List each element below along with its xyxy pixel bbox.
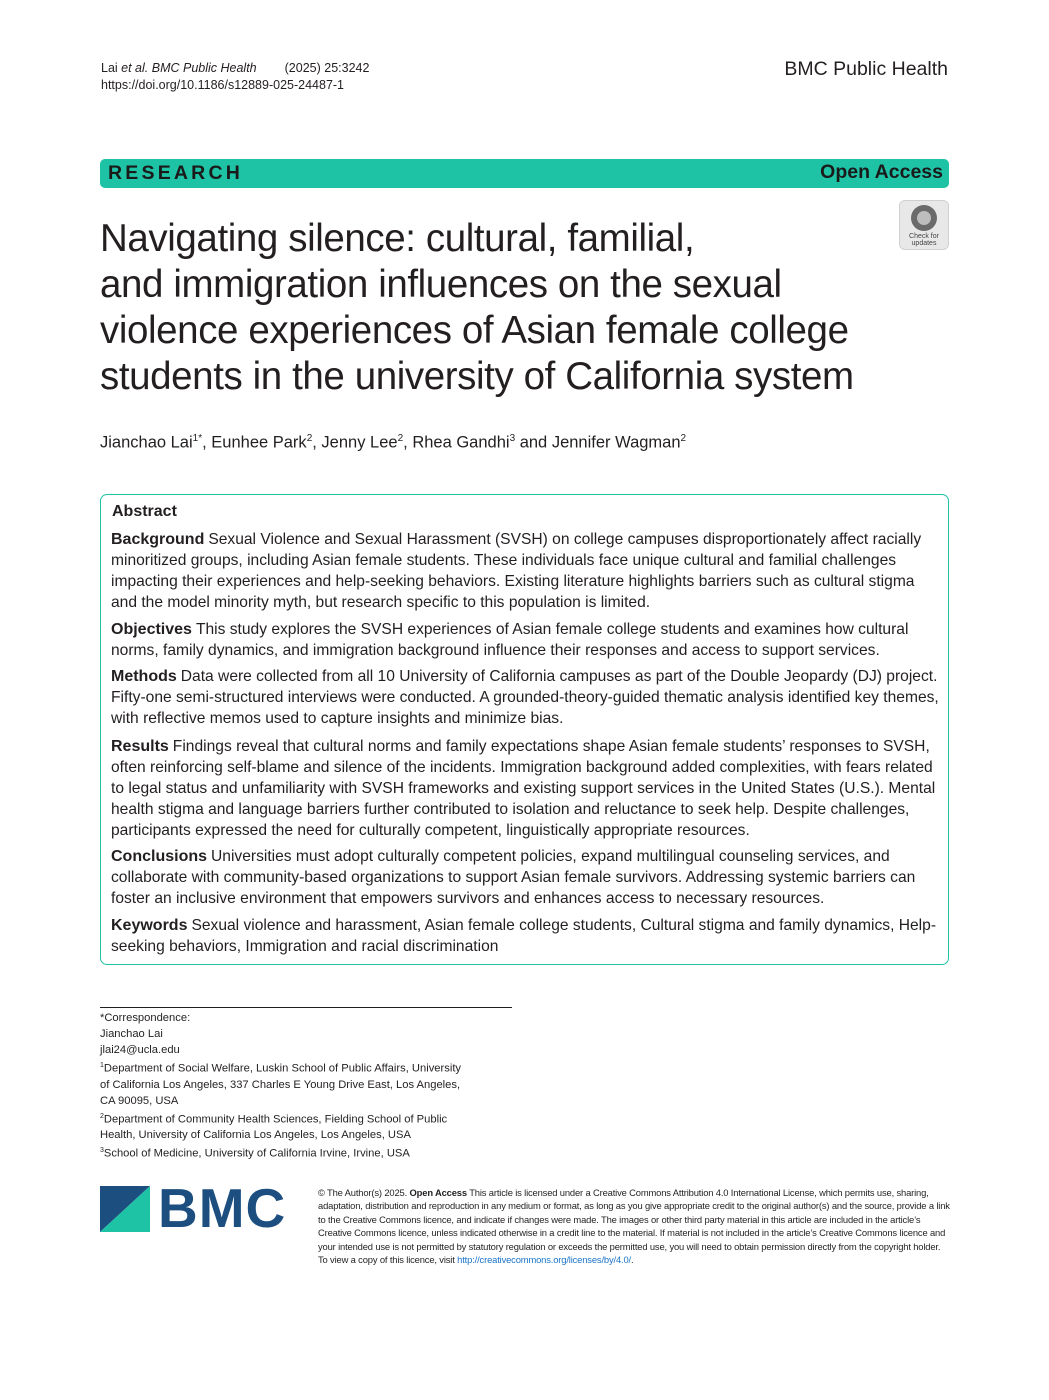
affiliation-1: $^1$Department of Social Welfare, Luskin School of Public Affairs, University xyxy=(100,1062,462,1075)
affiliation-3: $^3$School of Medicine, University of California Irvine, Irvine, USA xyxy=(100,1147,410,1161)
abstract-objectives xyxy=(111,619,939,661)
check-for-updates-badge[interactable] xyxy=(899,200,949,250)
title-line: violence experiences of Asian female college xyxy=(100,309,849,352)
citation-authors: Lai xyxy=(101,61,122,75)
bmc-logo-text: BMC xyxy=(158,1177,287,1239)
author-affiliation: 2 xyxy=(306,433,313,444)
author-name: Eunhee Park xyxy=(211,433,307,452)
bmc-logo-mark-icon xyxy=(100,1186,150,1232)
journal-name: BMC Public Health xyxy=(784,58,948,80)
section-label: Objectives xyxy=(111,621,192,638)
section-text: Data were collected from all 10 University of California campuses as part of the Double Jeopardy (DJ) project. Fifty-one semi-structured interviews were conducted. A grounded-theory-guided thematic analysis identified key themes, with reflective memos used to capture insights and minimize bias. xyxy=(111,668,939,727)
section-label: Methods xyxy=(111,668,177,685)
author-affiliation: 2 xyxy=(397,433,404,444)
correspondence-name: Jianchao Lai xyxy=(100,1028,163,1040)
doi-link[interactable]: https://doi.org/10.1186/s12889-025-24487-1 xyxy=(101,78,345,92)
citation-journal: et al. BMC Public Health xyxy=(121,61,257,75)
section-text: Findings reveal that cultural norms and family expectations shape Asian female students’ responses to SVSH, often reinforcing self-blame and silence of the incidents. Immigration background added complexities, with fears related to legal status and unfamiliarity with SVSH frameworks and existing support services in the United States (U.S.). Mental health stigma and language barriers further contributed to isolation and reluctance to seek help. Despite challenges, participants expressed the need for culturally competent, linguistically appropriate resources. xyxy=(111,738,936,839)
correspondence-email[interactable]: jlai24@ucla.edu xyxy=(100,1044,180,1056)
article-type: RESEARCH xyxy=(108,162,244,184)
section-text: Sexual Violence and Sexual Harassment (SVSH) on college campuses disproportionately affect racially minoritized groups, including Asian female students. These individuals face unique cultural and familial challenges impacting their experiences and help-seeking behaviors. Existing literature highlights barriers such as cultural stigma and the model minority myth, but research specific to this population is limited. xyxy=(111,531,922,611)
affiliation-1-cont: of California Los Angeles, 337 Charles E Young Drive East, Los Angeles, xyxy=(100,1078,461,1091)
author-name: Jenny Lee xyxy=(321,433,398,452)
section-label: Results xyxy=(111,738,169,755)
title-line: students in the university of California system xyxy=(100,355,854,398)
citation-volume: (2025) 25:3242 xyxy=(284,61,370,75)
abstract-keywords xyxy=(111,915,939,957)
author-affiliation: 1* xyxy=(192,433,203,444)
author-list: Jianchao Lai$^{1*}$, Eunhee Park$^2$, Jenny Lee$^2$, Rhea Gandhi$^3$ and Jennifer Wagman$^2$ xyxy=(100,433,687,452)
section-text: Sexual violence and harassment, Asian female college students, Cultural stigma and family dynamics, Help-seeking behaviors, Immigration and racial discrimination xyxy=(111,917,937,955)
copyright: © The Author(s) 2025. xyxy=(318,1187,408,1198)
check-for-updates-icon xyxy=(911,205,937,231)
section-label: Conclusions xyxy=(111,848,208,865)
abstract-methods xyxy=(111,666,939,729)
license-statement: © The Author(s) 2025. Open Access This article is licensed under a Creative Commons Attribution 4.0 International License, which permits use, sharing, adaptation, distribution and reproduction in any medium or format, as long as you give appropriate credit to the original author(s) and the source, provide a link to the Creative Commons licence, and indicate if changes were made. The images or other third party material in this article are included in the article’s Creative Commons licence, unless indicated otherwise in a credit line to the material. If material is not included in the article’s Creative Commons licence and your intended use is not permitted by statutory regulation or exceeds the permitted use, you will need to obtain permission directly from the copyright holder. To view a copy of this licence, visit http://creativecommons.org/licenses/by/4.0/. xyxy=(318,1187,950,1266)
correspondence-block xyxy=(100,1010,520,1162)
title-line: and immigration influences on the sexual xyxy=(100,263,782,306)
section-text: Universities must adopt culturally competent policies, expand multilingual counseling services, and collaborate with community-based organizations to support Asian female survivors. Addressing systemic barriers can foster an inclusive environment that empowers survivors and enhances access to necessary resources. xyxy=(111,848,916,907)
license-link[interactable]: http://creativecommons.org/licenses/by/4.0/ xyxy=(457,1254,631,1266)
open-access-label: Open Access xyxy=(820,161,943,183)
section-text: This study explores the SVSH experiences of Asian female college students and examines how cultural norms, family dynamics, and immigration background influence their responses and access to support services. xyxy=(111,621,909,659)
author-name: Rhea Gandhi xyxy=(412,433,510,452)
license-text: This article is licensed under a Creative Commons Attribution 4.0 International License, which permits use, sharing, adaptation, distribution and reproduction in any medium or format, as long as you give appropriate credit to the original author(s) and the source, provide a link to the Creative Commons licence, and indicate if changes were made. The images or other third party material in this article are included in the article’s Creative Commons licence, unless indicated otherwise in a credit line to the material. If material is not included in the article’s Creative Commons licence and your intended use is not permitted by statutory regulation or exceeds the permitted use, you will need to obtain permission directly from the copyright holder. To view a copy of this licence, visit xyxy=(318,1187,950,1266)
section-label: Keywords xyxy=(111,917,188,934)
article-title xyxy=(100,216,880,400)
footnote-divider xyxy=(100,1007,512,1008)
section-label: Background xyxy=(111,531,205,548)
abstract-conclusions xyxy=(111,846,939,909)
article-type-banner xyxy=(100,159,949,188)
abstract-heading: Abstract xyxy=(112,503,177,520)
abstract-background xyxy=(111,529,939,613)
affiliation-2-cont: Health, University of California Los Angeles, Los Angeles, USA xyxy=(100,1129,411,1142)
abstract-results xyxy=(111,736,939,841)
author-affiliation: 2 xyxy=(680,433,687,444)
author-name: Jianchao Lai xyxy=(100,433,193,452)
citation-line xyxy=(101,60,369,77)
affiliation-2: $^2$Department of Community Health Sciences, Fielding School of Public xyxy=(100,1112,448,1126)
running-header xyxy=(101,60,369,94)
author-affiliation: 3 xyxy=(509,433,516,444)
author-name: Jennifer Wagman xyxy=(551,433,681,452)
license-open-access: Open Access xyxy=(409,1187,467,1198)
check-for-updates-label: Check for updates xyxy=(909,233,939,247)
title-line: Navigating silence: cultural, familial, xyxy=(100,217,695,260)
correspondence-label: *Correspondence: xyxy=(100,1012,191,1024)
affiliation-1-cont: CA 90095, USA xyxy=(100,1094,179,1107)
